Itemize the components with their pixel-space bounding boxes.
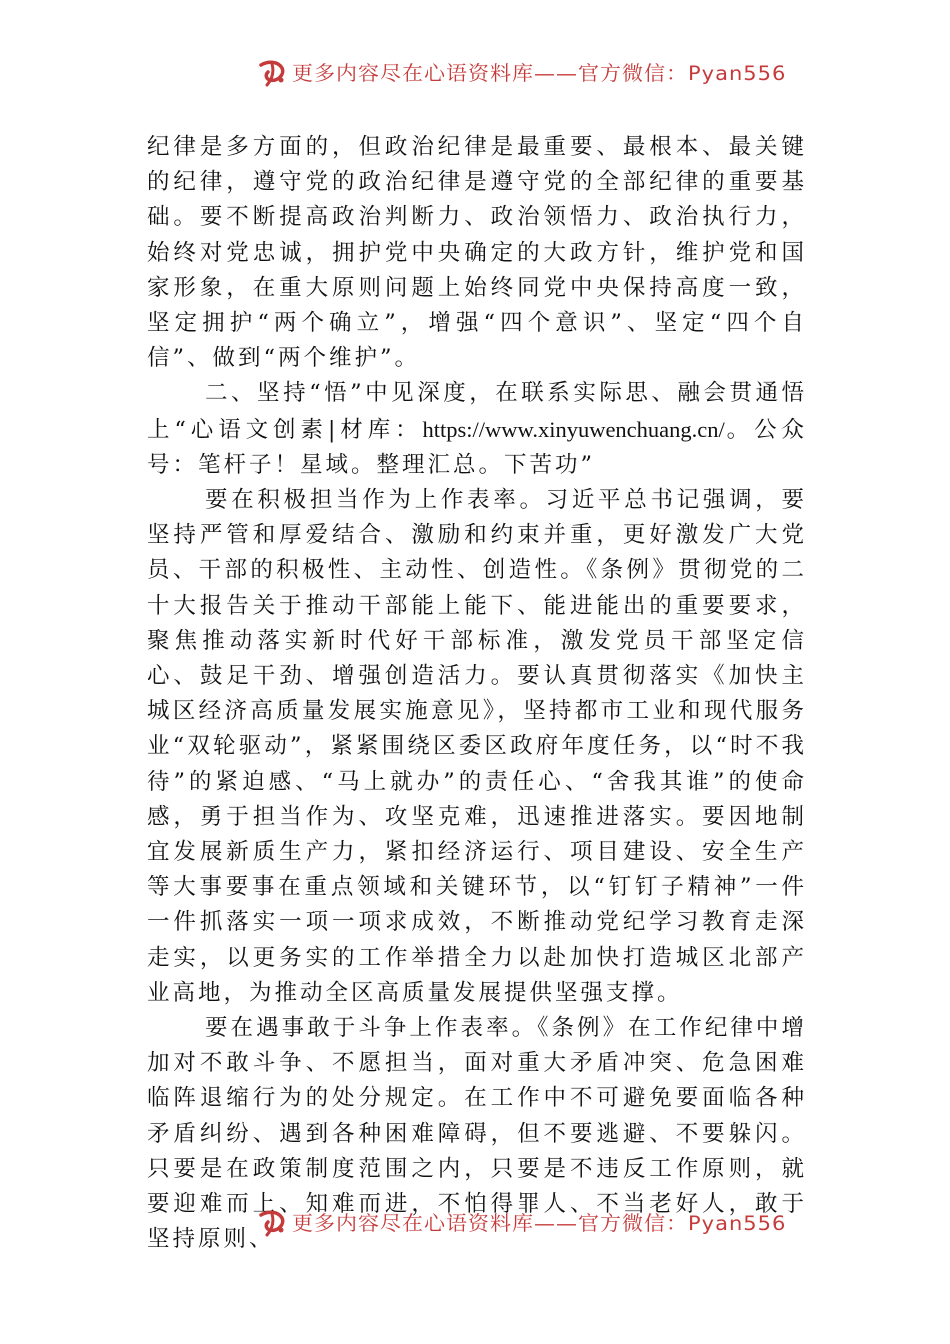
- footer-watermark: [0, 1204, 950, 1238]
- brand-logo-icon: [258, 59, 288, 87]
- footer-watermark-text: 更多内容尽在心语资料库——官方微信：Pyan556: [292, 1211, 787, 1235]
- website-link[interactable]: https://www.xinyuwenchuang.cn/: [422, 416, 725, 442]
- section-heading-tail: 。公众号：笔杆子！星域。整理汇总。下苦功”: [147, 416, 807, 478]
- document-body: [147, 130, 807, 1258]
- header-watermark-text: 更多内容尽在心语资料库——官方微信：Pyan556: [292, 61, 787, 85]
- paragraph-active-responsibility: 要在积极担当作为上作表率。习近平总书记强调，要坚持严管和厚爱结合、激励和约束并重，更好激发广大党员、干部的积极性、主动性、创造性。《条例》贯彻党的二十大报告关于推动干部能上能下、能进能出的重要要求，聚焦推动落实新时代好干部标准，激发党员干部坚定信心、鼓足干劲、增强创造活力。要认真贯彻落实《加快主城区经济高质量发展实施意见》，坚持都市工业和现代服务业“双轮驱动”，紧紧围绕区委区政府年度任务，以“时不我待”的紧迫感、“马上就办”的责任心、“舍我其谁”的使命感，勇于担当作为、攻坚克难，迅速推进落实。要因地制宜发展新质生产力，紧扣经济运行、项目建设、安全生产等大事要事在重点领域和关键环节，以“钉钉子精神”一件一件抓落实一项一项求成效，不断推动党纪学习教育走深走实，以更务实的工作举措全力以赴加快打造城区北部产业高地，为推动全区高质量发展提供坚强支撑。: [147, 487, 807, 1006]
- paragraph-section-heading: [147, 376, 807, 483]
- brand-logo-icon: [258, 1209, 288, 1237]
- section-heading-text: 二、坚持“悟”中见深度，在联系实际思、融会贯通悟上“心语文创素|材库：: [147, 380, 807, 443]
- paragraph-political-discipline: 纪律是多方面的，但政治纪律是最重要、最根本、最关键的纪律，遵守党的政治纪律是遵守党的全部纪律的重要基础。要不断提高政治判断力、政治领悟力、政治执行力，始终对党忠诚，拥护党中央确定的大政方针，维护党和国家形象，在重大原则问题上始终同党中央保持高度一致，坚定拥护“两个确立”，增强“四个意识”、坚定“四个自信”、做到“两个维护”。: [147, 134, 807, 372]
- header-watermark: [0, 54, 950, 88]
- paragraph-dare-to-struggle: 要在遇事敢于斗争上作表率。《条例》在工作纪律中增加对不敢斗争、不愿担当，面对重大矛盾冲突、危急困难临阵退缩行为的处分规定。在工作中不可避免要面临各种矛盾纠纷、遇到各种困难障碍，但不要逃避、不要躲闪。只要是在政策制度范围之内，只要是不违反工作原则，就要迎难而上、知难而进，不怕得罪人、不当老好人，敢于坚持原则、: [147, 1015, 807, 1253]
